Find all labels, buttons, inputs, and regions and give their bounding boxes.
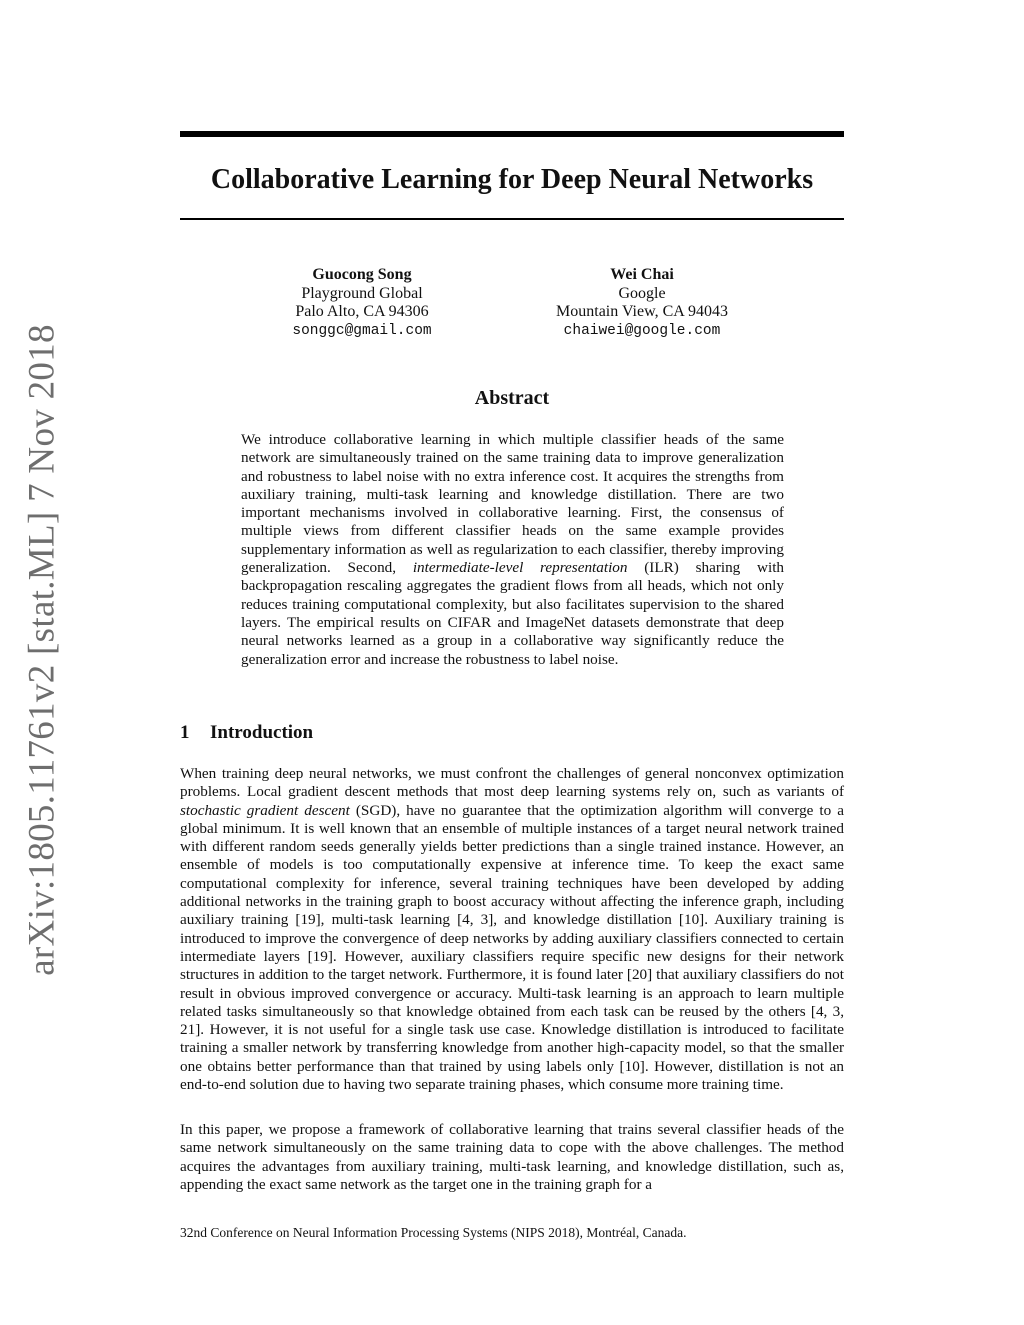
abstract-heading: Abstract bbox=[474, 387, 550, 409]
author-email: songgc@gmail.com bbox=[292, 322, 432, 339]
author-block-2 bbox=[492, 266, 792, 340]
author-name: Wei Chai bbox=[610, 266, 674, 283]
author-email: chaiwei@google.com bbox=[563, 322, 721, 339]
conference-footnote: 32nd Conference on Neural Information Processing Systems (NIPS 2018), Montréal, Canada. bbox=[180, 1225, 687, 1240]
author-affiliation: Google bbox=[618, 284, 666, 302]
abstract-ilr-term: intermediate-level representation bbox=[412, 559, 628, 577]
abstract-text-part-2: (ILR) sharing with backpropagation rescaling aggregates the gradient flows from all heads, which not only reduces training computational complexity, but also facilitates supervision to the shared layers. The empirical results on CIFAR and ImageNet datasets demonstrate that deep neural networks learned as a group in a collaborative way significantly reduce the generalization error and increase the robustness to label noise. bbox=[241, 559, 785, 668]
section-number: 1 bbox=[180, 722, 190, 743]
paper-title: Collaborative Learning for Deep Neural Networks bbox=[210, 164, 814, 195]
arxiv-identifier-stamp: arXiv:1805.11761v2 [stat.ML] 7 Nov 2018 bbox=[21, 324, 63, 976]
title-top-rule bbox=[180, 131, 844, 137]
author-block-1 bbox=[212, 266, 512, 340]
intro-paragraph-1 bbox=[180, 765, 844, 1094]
intro-p1-part-1: When training deep neural networks, we must confront the challenges of general nonconvex optimization problems. Local gradient descent methods that most deep learning systems rely on, such as variants of bbox=[180, 765, 844, 801]
abstract-text-part-1: We introduce collaborative learning in which multiple classifier heads of the same network are simultaneously trained on the same training data to improve generalization and robustness to label noise with no extra inference cost. It acquires the strengths from auxiliary training, multi-task learning and knowledge distillation. There are two important mechanisms involved in collaborative learning. First, the consensus of multiple views from different classifier heads on the same example provides supplementary information as well as regularization to each classifier, thereby improving generalization. Second, bbox=[241, 431, 784, 577]
intro-sgd-term: stochastic gradient descent bbox=[180, 801, 350, 819]
intro-paragraph-2: In this paper, we propose a framework of collaborative learning that trains several classifier heads of the same network simultaneously on the same training data to cope with the above challenges. The method acquires the advantages from auxiliary training, multi-task learning, and knowledge distillation, such as, appending the exact same network as the target one in the training graph for a bbox=[180, 1121, 844, 1193]
intro-p1-part-2: (SGD), have no guarantee that the optimization algorithm will converge to a global minimum. It is well known that an ensemble of multiple instances of a target neural network trained with different random seeds generally yields better predictions than a single trained instance. However, an ensemble of models is too computationally expensive at inference time. To keep the exact same computational complexity for inference, several training techniques have been developed by adding additional networks in the training graph to boost accuracy without affecting the inference graph, including auxiliary training [19], multi-task learning [4, 3], and knowledge distillation [10]. Auxiliary training is introduced to improve the convergence of deep networks by adding auxiliary classifiers connected to certain intermediate layers [19]. However, auxiliary classifiers require specific new designs for their network structures in addition to the target network. Furthermore, it is found later [20] that auxiliary classifiers do not result in obvious improved convergence or accuracy. Multi-task learning is an approach to learn multiple related tasks simultaneously so that knowledge obtained from each task can be reused by the others [4, 3, 21]. However, it is not useful for a single task use case. Knowledge distillation is introduced to facilitate training a smaller network by transferring knowledge from another high-capacity model, so that the smaller one obtains better performance than that trained by using labels only [10]. However, distillation is not an end-to-end solution due to having two separate training phases, which consume more training time. bbox=[180, 801, 845, 1094]
section-title: Introduction bbox=[210, 722, 314, 743]
author-address: Palo Alto, CA 94306 bbox=[295, 303, 429, 320]
abstract-text bbox=[241, 431, 784, 669]
author-affiliation: Playground Global bbox=[301, 284, 423, 302]
title-bottom-rule bbox=[180, 218, 844, 220]
author-name: Guocong Song bbox=[312, 266, 412, 283]
section-heading-introduction bbox=[180, 722, 313, 744]
author-address: Mountain View, CA 94043 bbox=[556, 303, 728, 320]
